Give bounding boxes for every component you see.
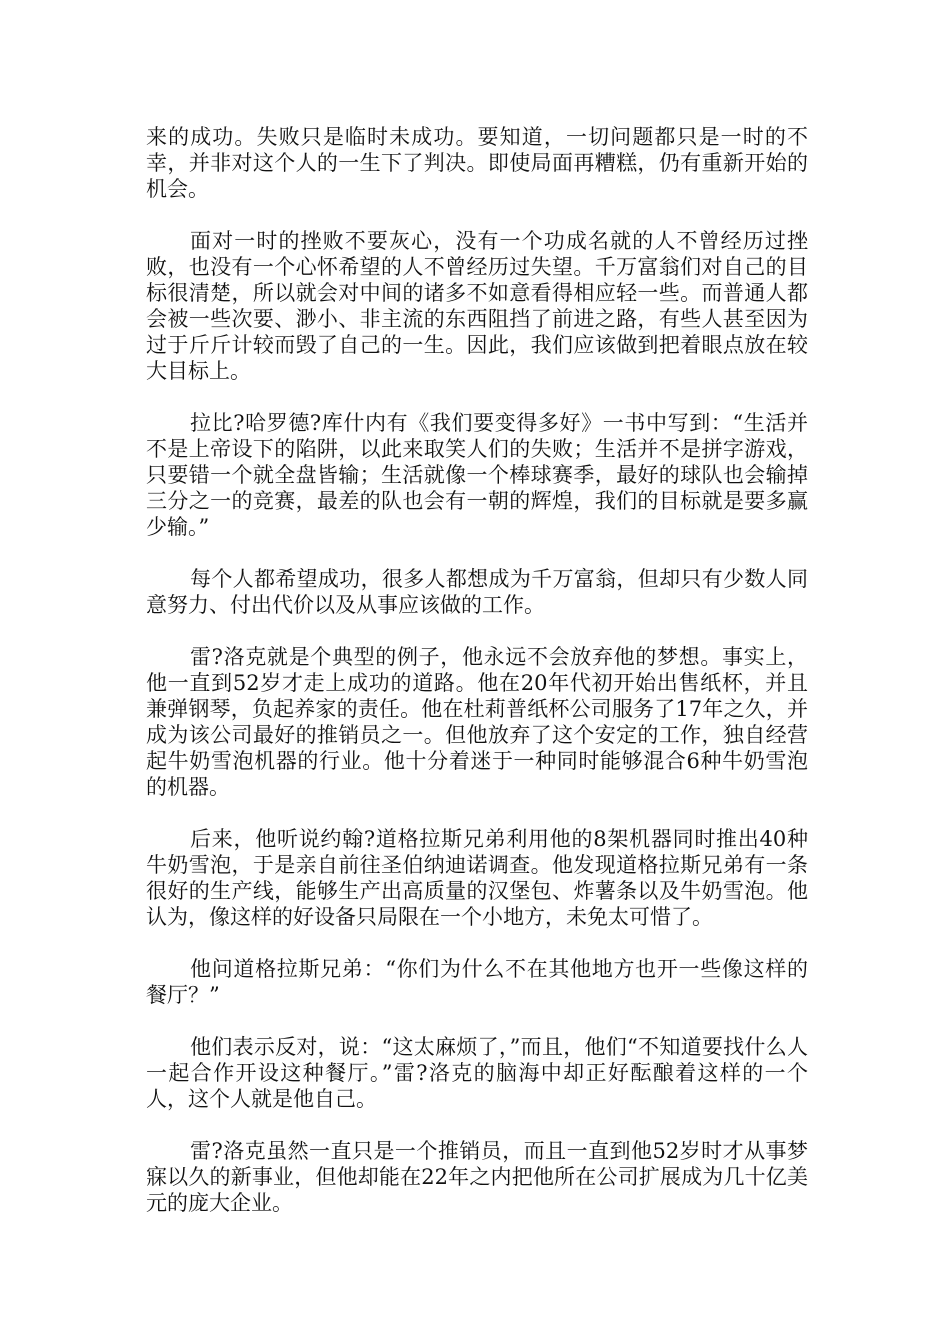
paragraph-objection: 他们表示反对，说：“这太麻烦了，”而且，他们“不知道要找什么人一起合作开设这种餐厅。”雷?洛克的脑海中却正好酝酿着这样的一个人，这个人就是他自己。 <box>146 1035 808 1111</box>
document-body <box>146 124 808 1242</box>
paragraph-ray-kroc-example: 雷?洛克就是个典型的例子，他永远不会放弃他的梦想。事实上，他一直到52岁才走上成功的道路。他在20年代初开始出售纸杯，并且兼弹钢琴，负起养家的责任。他在杜莉普纸杯公司服务了17年之久，并成为该公司最好的推销员之一。但他放弃了这个安定的工作，独自经营起牛奶雪泡机器的行业。他十分着迷于一种同时能够混合6种牛奶雪泡的机器。 <box>146 645 808 799</box>
paragraph-wish-success: 每个人都希望成功，很多人都想成为千万富翁，但却只有少数人同意努力、付出代价以及从事应该做的工作。 <box>146 567 808 617</box>
paragraph-conclusion: 雷?洛克虽然一直只是一个推销员，而且一直到他52岁时才从事梦寐以久的新事业，但他却能在22年之内把他所在公司扩展成为几十亿美元的庞大企业。 <box>146 1139 808 1215</box>
paragraph-continuation: 来的成功。失败只是临时未成功。要知道，一切问题都只是一时的不幸，并非对这个人的一生下了判决。即使局面再糟糕，仍有重新开始的机会。 <box>146 125 808 201</box>
paragraph-quote-kushner: 拉比?哈罗德?库什内有《我们要变得多好》一书中写到：“生活并不是上帝设下的陷阱，以此来取笑人们的失败；生活并不是拼字游戏，只要错一个就全盘皆输；生活就像一个棒球赛季，最好的球队也会输掉三分之一的竞赛，最差的队也会有一朝的辉煌，我们的目标就是要多赢少输。” <box>146 411 808 539</box>
paragraph-douglas-brothers: 后来，他听说约翰?道格拉斯兄弟利用他的8架机器同时推出40种牛奶雪泡，于是亲自前往圣伯纳迪诺调查。他发现道格拉斯兄弟有一条很好的生产线，能够生产出高质量的汉堡包、炸薯条以及牛奶雪泡。他认为，像这样的好设备只局限在一个小地方，未免太可惜了。 <box>146 827 808 929</box>
paragraph-question: 他问道格拉斯兄弟：“你们为什么不在其他地方也开一些像这样的餐厅？” <box>146 957 808 1007</box>
paragraph-setbacks: 面对一时的挫败不要灰心，没有一个功成名就的人不曾经历过挫败，也没有一个心怀希望的人不曾经历过失望。千万富翁们对自己的目标很清楚，所以就会对中间的诸多不如意看得相应轻一些。而普通人都会被一些次要、渺小、非主流的东西阻挡了前进之路，有些人甚至因为过于斤斤计较而毁了自己的一生。因此，我们应该做到把着眼点放在较大目标上。 <box>146 229 808 383</box>
